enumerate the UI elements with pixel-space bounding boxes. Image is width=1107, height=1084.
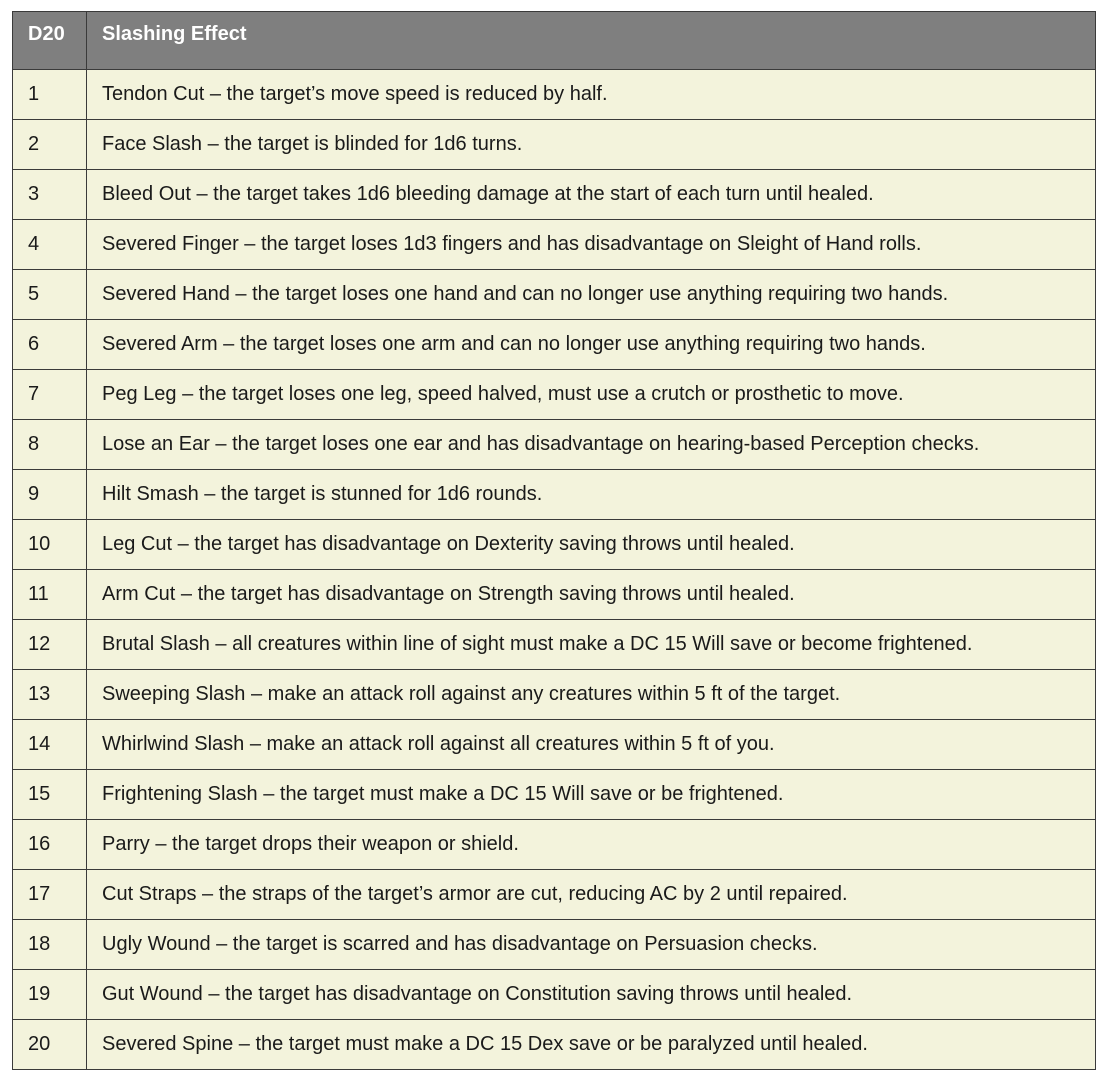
table-row	[13, 570, 1096, 620]
effect-cell: Sweeping Slash – make an attack roll against any creatures within 5 ft of the target.	[87, 670, 1096, 720]
effect-cell: Face Slash – the target is blinded for 1d6 turns.	[87, 120, 1096, 170]
table-row	[13, 70, 1096, 120]
effect-cell: Bleed Out – the target takes 1d6 bleeding damage at the start of each turn until healed.	[87, 170, 1096, 220]
table-body	[13, 70, 1096, 1070]
effect-cell: Brutal Slash – all creatures within line of sight must make a DC 15 Will save or become frightened.	[87, 620, 1096, 670]
table-row	[13, 920, 1096, 970]
effect-cell: Tendon Cut – the target’s move speed is reduced by half.	[87, 70, 1096, 120]
effect-cell: Hilt Smash – the target is stunned for 1d6 rounds.	[87, 470, 1096, 520]
table-row	[13, 970, 1096, 1020]
effect-cell: Lose an Ear – the target loses one ear and has disadvantage on hearing-based Perception checks.	[87, 420, 1096, 470]
roll-cell: 17	[13, 870, 87, 920]
roll-cell: 15	[13, 770, 87, 820]
table-row	[13, 470, 1096, 520]
effect-cell: Leg Cut – the target has disadvantage on Dexterity saving throws until healed.	[87, 520, 1096, 570]
table-row	[13, 770, 1096, 820]
table-row	[13, 720, 1096, 770]
roll-cell: 19	[13, 970, 87, 1020]
effect-cell: Severed Spine – the target must make a DC 15 Dex save or be paralyzed until healed.	[87, 1020, 1096, 1070]
roll-cell: 20	[13, 1020, 87, 1070]
effect-cell: Severed Arm – the target loses one arm and can no longer use anything requiring two hands.	[87, 320, 1096, 370]
effect-cell: Cut Straps – the straps of the target’s armor are cut, reducing AC by 2 until repaired.	[87, 870, 1096, 920]
roll-cell: 6	[13, 320, 87, 370]
effect-cell: Parry – the target drops their weapon or shield.	[87, 820, 1096, 870]
effect-cell: Severed Hand – the target loses one hand and can no longer use anything requiring two hands.	[87, 270, 1096, 320]
header-slashing-effect: Slashing Effect	[87, 12, 1096, 70]
table-row	[13, 320, 1096, 370]
table-row	[13, 670, 1096, 720]
roll-cell: 8	[13, 420, 87, 470]
roll-cell: 11	[13, 570, 87, 620]
effect-cell: Severed Finger – the target loses 1d3 fingers and has disadvantage on Sleight of Hand rolls.	[87, 220, 1096, 270]
table-row	[13, 170, 1096, 220]
effect-cell: Ugly Wound – the target is scarred and has disadvantage on Persuasion checks.	[87, 920, 1096, 970]
effect-cell: Arm Cut – the target has disadvantage on Strength saving throws until healed.	[87, 570, 1096, 620]
table-row	[13, 220, 1096, 270]
table-row	[13, 520, 1096, 570]
roll-cell: 2	[13, 120, 87, 170]
header-row	[13, 12, 1096, 70]
effect-cell: Whirlwind Slash – make an attack roll against all creatures within 5 ft of you.	[87, 720, 1096, 770]
slashing-effects-table	[12, 11, 1096, 1070]
table-row	[13, 420, 1096, 470]
table-row	[13, 1020, 1096, 1070]
roll-cell: 14	[13, 720, 87, 770]
effect-cell: Frightening Slash – the target must make a DC 15 Will save or be frightened.	[87, 770, 1096, 820]
table-header	[13, 12, 1096, 70]
roll-cell: 16	[13, 820, 87, 870]
roll-cell: 9	[13, 470, 87, 520]
roll-cell: 7	[13, 370, 87, 420]
header-d20: D20	[13, 12, 87, 70]
table-row	[13, 370, 1096, 420]
roll-cell: 12	[13, 620, 87, 670]
table-row	[13, 820, 1096, 870]
roll-cell: 18	[13, 920, 87, 970]
roll-cell: 3	[13, 170, 87, 220]
effect-cell: Gut Wound – the target has disadvantage on Constitution saving throws until healed.	[87, 970, 1096, 1020]
roll-cell: 1	[13, 70, 87, 120]
roll-cell: 5	[13, 270, 87, 320]
table-row	[13, 270, 1096, 320]
table-row	[13, 120, 1096, 170]
table-row	[13, 870, 1096, 920]
table-row	[13, 620, 1096, 670]
slashing-effects-table-wrapper	[12, 11, 1095, 1070]
roll-cell: 13	[13, 670, 87, 720]
roll-cell: 10	[13, 520, 87, 570]
roll-cell: 4	[13, 220, 87, 270]
effect-cell: Peg Leg – the target loses one leg, speed halved, must use a crutch or prosthetic to move.	[87, 370, 1096, 420]
